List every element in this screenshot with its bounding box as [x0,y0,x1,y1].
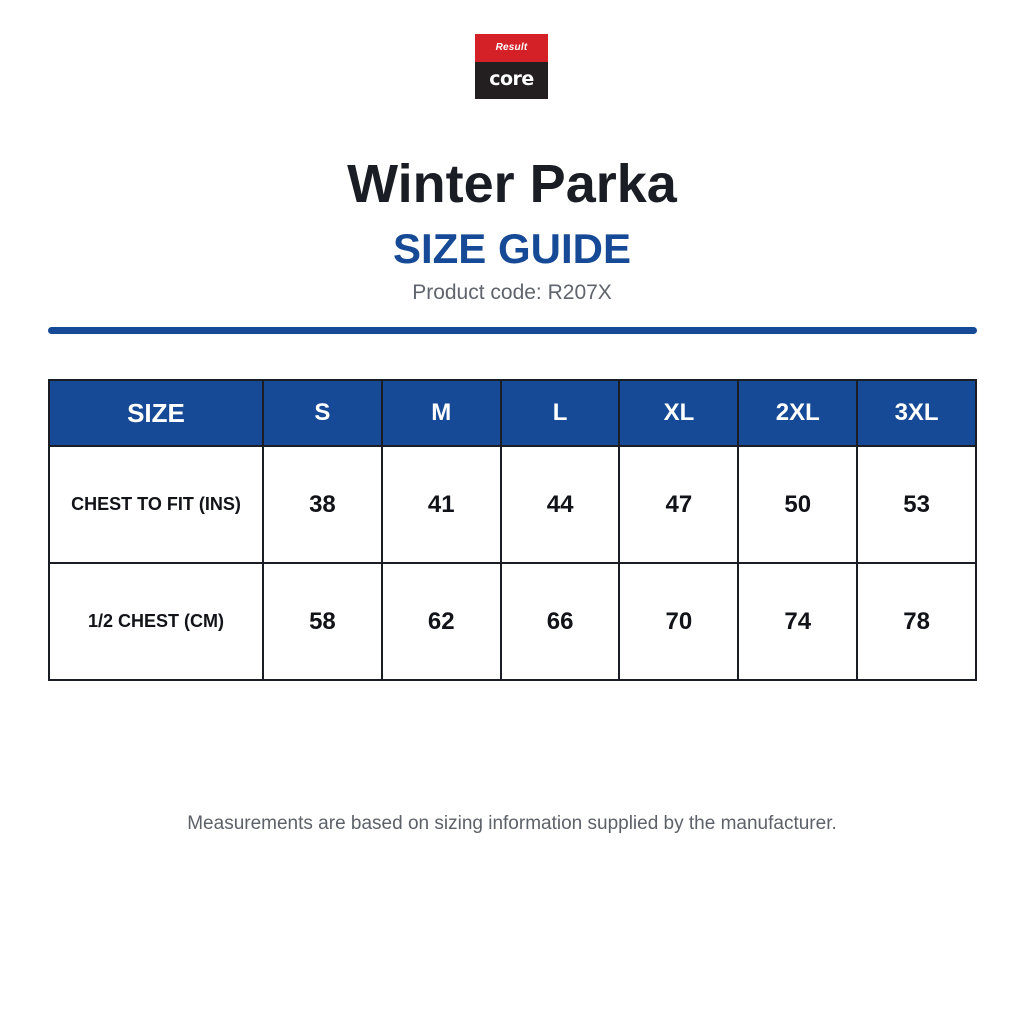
column-header-s: S [263,380,382,446]
divider-rule [48,327,977,334]
column-header-size: SIZE [49,380,263,446]
table-row [49,563,976,680]
table-cell: 58 [263,563,382,680]
table-cell: 70 [619,563,738,680]
table-cell: 44 [501,446,620,563]
column-header-3xl: 3XL [857,380,976,446]
product-code: Product code: R207X [412,281,612,304]
table-header-row [49,380,976,446]
logo-bottom-band: core [475,62,548,99]
row-label-chest-to-fit: CHEST TO FIT (INS) [49,446,263,563]
table-cell: 78 [857,563,976,680]
table-row [49,446,976,563]
table-cell: 38 [263,446,382,563]
table-cell: 47 [619,446,738,563]
size-table [48,379,977,681]
row-label-half-chest: 1/2 CHEST (CM) [49,563,263,680]
footnote: Measurements are based on sizing information supplied by the manufacturer. [187,813,837,834]
column-header-l: L [501,380,620,446]
table-cell: 74 [738,563,857,680]
brand-logo [475,34,548,99]
table-cell: 62 [382,563,501,680]
logo-top-band: Result [475,34,548,62]
table-cell: 66 [501,563,620,680]
table-cell: 53 [857,446,976,563]
table-cell: 50 [738,446,857,563]
column-header-m: M [382,380,501,446]
column-header-2xl: 2XL [738,380,857,446]
column-header-xl: XL [619,380,738,446]
page-title: Winter Parka [347,154,677,214]
table-cell: 41 [382,446,501,563]
page-subtitle: SIZE GUIDE [392,225,632,272]
